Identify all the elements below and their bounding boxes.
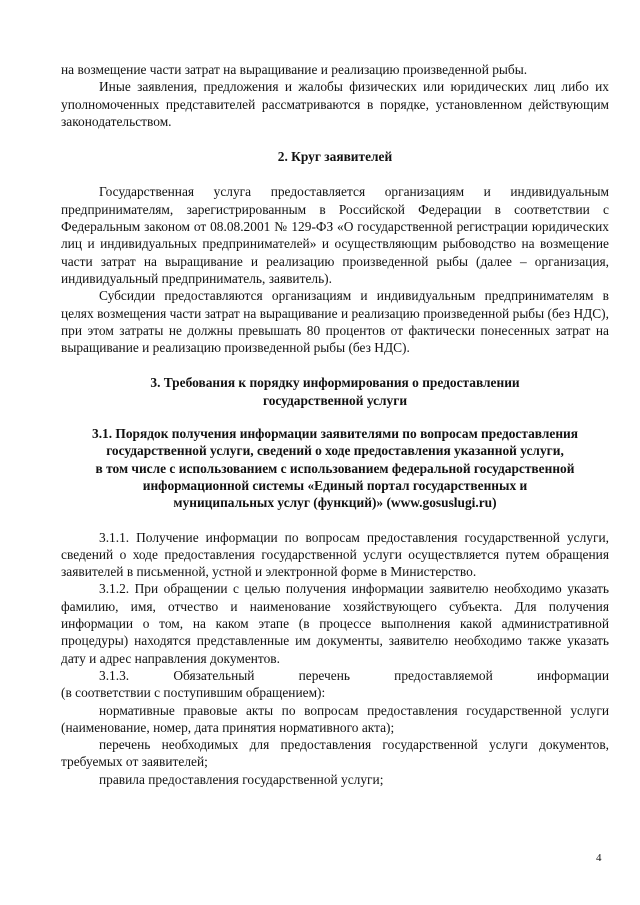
section-3-1-heading-line-2: государственной услуги, сведений о ходе предоставления указанной услуги, [106,443,564,459]
section-3-heading-line-2: государственной услуги [262,392,408,408]
section-3-1-heading-line-5: муниципальных услуг (функций)» (www.gosuslugi.ru) [173,495,497,511]
paragraph-3-1-3: 3.1.3. Обязательный перечень предоставляемой информации [99,667,609,683]
section-3-1-heading-line-1: 3.1. Порядок получения информации заявителями по вопросам предоставления [92,426,578,442]
page-number: 4 [596,852,602,864]
section-3-heading-line-1: 3. Требования к порядку информирования о предоставлении [150,375,520,391]
list-item-rules: правила предоставления государственной услуги; [99,771,384,787]
intro-paragraph-1: на возмещение части затрат на выращивание и реализацию произведенной рыбы. [61,62,528,77]
section-3-1-heading [61,425,609,511]
list-item-documents: перечень необходимых для предоставления государственной услуги документов, требуемых от заявителей; [61,737,609,770]
paragraph-3-1-3-continued: (в соответствии с поступившим обращением): [61,685,326,701]
section-2-heading: 2. Круг заявителей [277,149,393,165]
list-item-legal-acts: нормативные правовые акты по вопросам предоставления государственной услуги (наименование, номер, дата принятия нормативного акта); [61,702,609,735]
section-3-heading [61,374,609,409]
paragraph-3-1-2: 3.1.2. При обращении с целью получения информации заявителю необходимо указать фамилию, имя, отчество и наименование хозяйствующего субъекта. Для получения информации о том, на каком этапе (в процессе выполнения какой административной процедуры) находятся представленные им документы, заявителю необходимо также указать дату и адрес направления документов. [61,581,609,666]
section-2-paragraph-2: Субсидии предоставляются организациям и индивидуальным предпринимателям в целях возмещения части затрат на выращивание и реализацию произведенной рыбы (без НДС), при этом затраты не должны превышать 80 процентов от фактически понесенных затрат на выращивание и реализацию произведенной рыбы (без НДС). [61,288,609,356]
section-3-1-heading-line-3: в том числе с использованием с использованием федеральной государственной [95,460,575,476]
section-2-paragraph-1: Государственная услуга предоставляется организациям и индивидуальным предпринимателям, зарегистрированным в Российской Федерации в соответствии с Федеральным законом от 08.08.2001 № 129-ФЗ «О государственной регистрации юридических лиц и индивидуальных предпринимателей» и осуществляющим рыбоводство на возмещение части затрат на выращивание и реализацию произведенной рыбы (далее – организация, индивидуальный предприниматель, заявитель). [61,184,609,286]
intro-paragraph-2: Иные заявления, предложения и жалобы физических или юридических лиц либо их уполномоченных представителей рассматриваются в порядке, установленном действующим законодательством. [61,79,609,129]
section-3-1-heading-line-4: информационной системы «Единый портал государственных и [142,477,528,493]
page-content [61,61,609,788]
paragraph-3-1-1: 3.1.1. Получение информации по вопросам предоставления государственной услуги, сведений о ходе предоставления государственной услуги осуществляется путем обращения заявителей в письменной, устной и электронной форме в Министерство. [61,529,609,580]
